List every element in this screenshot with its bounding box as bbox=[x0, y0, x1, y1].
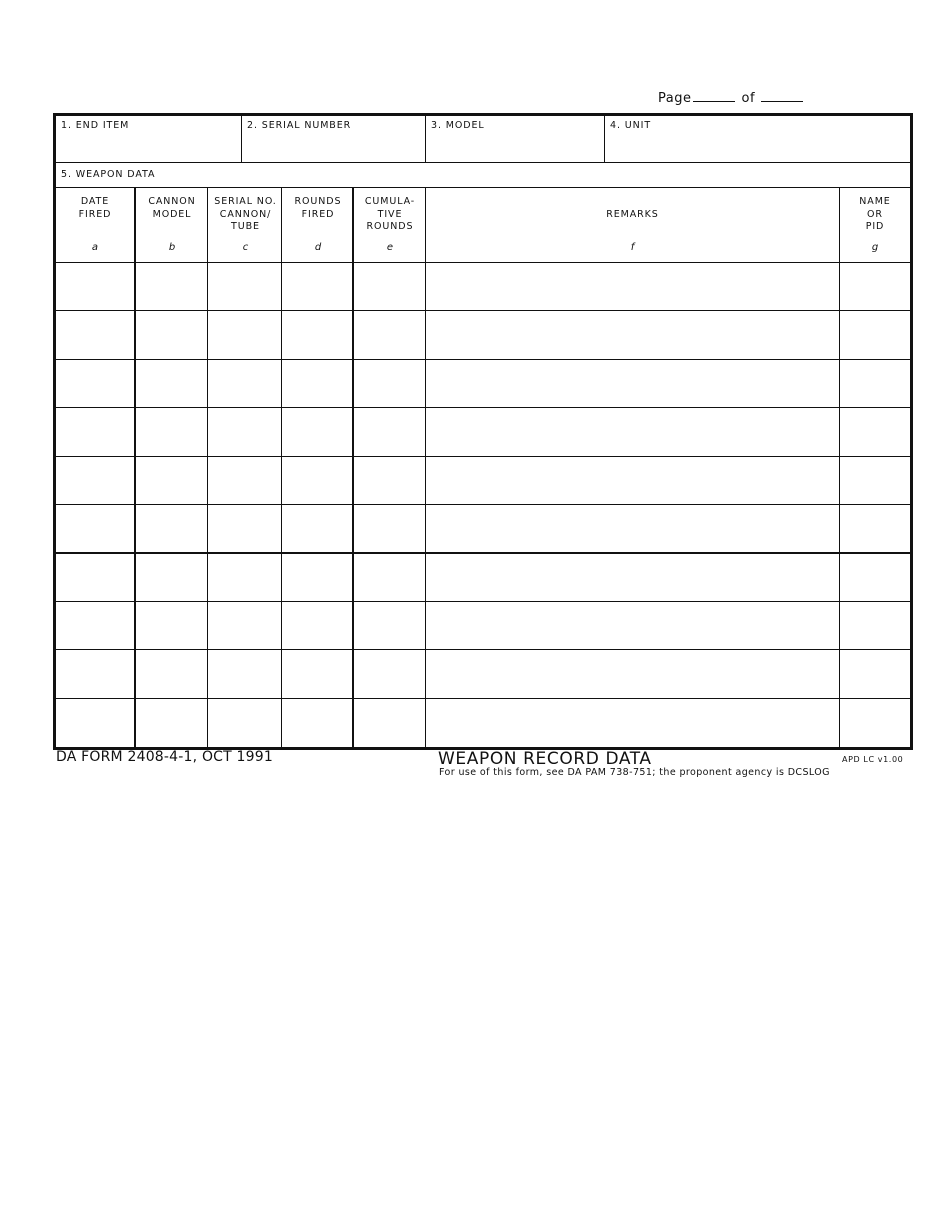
column-header-date-fired bbox=[56, 196, 134, 221]
entry-cell-name-or-pid[interactable] bbox=[840, 699, 909, 746]
column-header-line: OR bbox=[867, 208, 883, 220]
column-header-line: CUMULA- bbox=[364, 196, 416, 207]
entry-cell-serial-no[interactable] bbox=[208, 553, 281, 600]
entry-cell-remarks[interactable] bbox=[426, 408, 839, 455]
entry-cell-rounds-fired[interactable] bbox=[282, 457, 353, 504]
column-header-remarks bbox=[426, 209, 839, 222]
entry-cell-cannon-model[interactable] bbox=[135, 263, 207, 310]
entry-cell-cumulative-rounds[interactable] bbox=[354, 360, 425, 407]
entry-cell-rounds-fired[interactable] bbox=[282, 263, 353, 310]
entry-cell-serial-no[interactable] bbox=[208, 650, 281, 697]
column-header-line: NAME bbox=[859, 196, 891, 207]
unit-field[interactable] bbox=[605, 116, 910, 162]
divider bbox=[241, 116, 242, 162]
entry-cell-rounds-fired[interactable] bbox=[282, 311, 353, 358]
entry-cell-serial-no[interactable] bbox=[208, 457, 281, 504]
entry-cell-cannon-model[interactable] bbox=[135, 311, 207, 358]
column-header-line: CANNON/ bbox=[219, 208, 272, 220]
entry-cell-serial-no[interactable] bbox=[208, 263, 281, 310]
entry-cell-name-or-pid[interactable] bbox=[840, 360, 909, 407]
entry-cell-rounds-fired[interactable] bbox=[282, 602, 353, 649]
entry-cell-serial-no[interactable] bbox=[208, 699, 281, 746]
entry-cell-name-or-pid[interactable] bbox=[840, 263, 909, 310]
entry-cell-remarks[interactable] bbox=[426, 263, 839, 310]
entry-cell-cannon-model[interactable] bbox=[135, 602, 207, 649]
column-header-line: TUBE bbox=[231, 221, 260, 232]
entry-cell-rounds-fired[interactable] bbox=[282, 699, 353, 746]
entry-cell-date-fired[interactable] bbox=[56, 505, 134, 552]
entry-cell-date-fired[interactable] bbox=[56, 699, 134, 746]
entry-cell-rounds-fired[interactable] bbox=[282, 553, 353, 600]
divider bbox=[425, 116, 426, 162]
entry-cell-remarks[interactable] bbox=[426, 699, 839, 746]
entry-cell-date-fired[interactable] bbox=[56, 263, 134, 310]
page-number-line bbox=[658, 88, 803, 106]
weapon-data-label: 5. WEAPON DATA bbox=[61, 169, 156, 180]
entry-cell-cannon-model[interactable] bbox=[135, 457, 207, 504]
entry-cell-date-fired[interactable] bbox=[56, 457, 134, 504]
column-header-line: SERIAL NO. bbox=[214, 196, 277, 207]
column-header-line: ROUNDS bbox=[294, 196, 342, 207]
entry-cell-cumulative-rounds[interactable] bbox=[354, 311, 425, 358]
entry-cell-serial-no[interactable] bbox=[208, 311, 281, 358]
column-header-rounds-fired bbox=[283, 196, 353, 221]
entry-cell-name-or-pid[interactable] bbox=[840, 311, 909, 358]
column-header-line: REMARKS bbox=[606, 209, 659, 220]
entry-cell-serial-no[interactable] bbox=[208, 360, 281, 407]
entry-cell-remarks[interactable] bbox=[426, 553, 839, 600]
column-letter: d bbox=[314, 242, 322, 253]
column-header-cumulative-rounds bbox=[355, 196, 425, 234]
entry-cell-date-fired[interactable] bbox=[56, 553, 134, 600]
form-number: DA FORM 2408-4-1, OCT 1991 bbox=[56, 749, 273, 765]
page-label: Page bbox=[658, 91, 692, 106]
entry-cell-cumulative-rounds[interactable] bbox=[354, 457, 425, 504]
end-item-label: 1. END ITEM bbox=[61, 120, 130, 131]
entry-cell-serial-no[interactable] bbox=[208, 408, 281, 455]
column-letter: e bbox=[386, 242, 394, 253]
column-header-name-or-pid bbox=[840, 196, 910, 234]
divider bbox=[56, 187, 910, 188]
model-field[interactable] bbox=[426, 116, 604, 162]
column-letter: c bbox=[242, 242, 249, 253]
form-usage-note: For use of this form, see DA PAM 738-751; the proponent agency is DCSLOG bbox=[439, 767, 830, 778]
entry-cell-cannon-model[interactable] bbox=[135, 360, 207, 407]
form-version: APD LC v1.00 bbox=[842, 755, 904, 764]
entry-cell-remarks[interactable] bbox=[426, 311, 839, 358]
model-label: 3. MODEL bbox=[431, 120, 485, 131]
entry-cell-cannon-model[interactable] bbox=[135, 505, 207, 552]
entry-cell-name-or-pid[interactable] bbox=[840, 602, 909, 649]
entry-cell-rounds-fired[interactable] bbox=[282, 360, 353, 407]
column-letter: g bbox=[871, 242, 879, 253]
entry-cell-remarks[interactable] bbox=[426, 650, 839, 697]
entry-cell-date-fired[interactable] bbox=[56, 408, 134, 455]
column-header-line: FIRED bbox=[301, 208, 335, 220]
entry-cell-name-or-pid[interactable] bbox=[840, 408, 909, 455]
entry-cell-name-or-pid[interactable] bbox=[840, 650, 909, 697]
entry-cell-date-fired[interactable] bbox=[56, 360, 134, 407]
entry-cell-remarks[interactable] bbox=[426, 505, 839, 552]
total-pages-field[interactable] bbox=[761, 88, 803, 102]
entry-cell-cannon-model[interactable] bbox=[135, 699, 207, 746]
entry-cell-remarks[interactable] bbox=[426, 457, 839, 504]
column-header-cannon-model bbox=[136, 196, 208, 221]
column-header-serial-no bbox=[209, 196, 282, 234]
entry-cell-name-or-pid[interactable] bbox=[840, 553, 909, 600]
column-header-line: PID bbox=[865, 221, 885, 232]
unit-label: 4. UNIT bbox=[610, 120, 652, 131]
weapon-record-form bbox=[53, 113, 913, 750]
entry-cell-cannon-model[interactable] bbox=[135, 650, 207, 697]
entry-cell-name-or-pid[interactable] bbox=[840, 505, 909, 552]
entry-cell-cumulative-rounds[interactable] bbox=[354, 699, 425, 746]
column-header-line: DATE bbox=[80, 196, 110, 207]
serial-number-label: 2. SERIAL NUMBER bbox=[247, 120, 352, 131]
column-header-line: CANNON bbox=[148, 196, 196, 207]
divider bbox=[604, 116, 605, 162]
column-letter: f bbox=[630, 242, 635, 253]
column-letter: a bbox=[91, 242, 99, 253]
entry-cell-serial-no[interactable] bbox=[208, 602, 281, 649]
column-letter: b bbox=[168, 242, 176, 253]
entry-cell-cumulative-rounds[interactable] bbox=[354, 505, 425, 552]
entry-cell-remarks[interactable] bbox=[426, 602, 839, 649]
column-header-line: ROUNDS bbox=[366, 221, 414, 232]
entry-cell-rounds-fired[interactable] bbox=[282, 650, 353, 697]
entry-cell-cumulative-rounds[interactable] bbox=[354, 408, 425, 455]
entry-cell-date-fired[interactable] bbox=[56, 311, 134, 358]
entry-cell-date-fired[interactable] bbox=[56, 650, 134, 697]
page-number-field[interactable] bbox=[693, 88, 735, 102]
column-header-line: TIVE bbox=[377, 208, 403, 220]
entry-cell-cumulative-rounds[interactable] bbox=[354, 553, 425, 600]
end-item-field[interactable] bbox=[56, 116, 241, 162]
entry-cell-cannon-model[interactable] bbox=[135, 408, 207, 455]
entry-cell-date-fired[interactable] bbox=[56, 602, 134, 649]
column-header-line: MODEL bbox=[152, 208, 192, 220]
column-header-line: FIRED bbox=[78, 208, 112, 220]
form-title: WEAPON RECORD DATA bbox=[438, 749, 652, 769]
entry-cell-rounds-fired[interactable] bbox=[282, 505, 353, 552]
entry-cell-cannon-model[interactable] bbox=[135, 553, 207, 600]
entry-cell-rounds-fired[interactable] bbox=[282, 408, 353, 455]
entry-cell-serial-no[interactable] bbox=[208, 505, 281, 552]
serial-number-field[interactable] bbox=[242, 116, 425, 162]
entry-cell-remarks[interactable] bbox=[426, 360, 839, 407]
entry-cell-cumulative-rounds[interactable] bbox=[354, 650, 425, 697]
entry-cell-cumulative-rounds[interactable] bbox=[354, 263, 425, 310]
of-label: of bbox=[741, 91, 756, 106]
divider bbox=[56, 162, 910, 163]
entry-cell-name-or-pid[interactable] bbox=[840, 457, 909, 504]
entry-cell-cumulative-rounds[interactable] bbox=[354, 602, 425, 649]
